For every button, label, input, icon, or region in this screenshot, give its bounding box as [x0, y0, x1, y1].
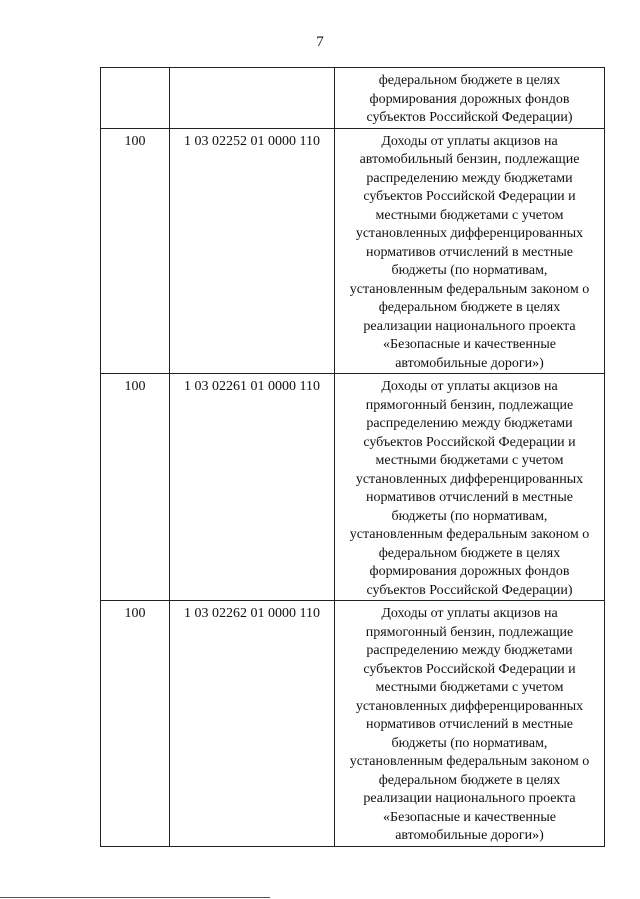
description-line: распределению между бюджетами — [366, 170, 573, 186]
revenue-description-cell — [335, 128, 605, 374]
description-line: Доходы от уплаты акцизов на — [381, 606, 558, 621]
description-line: местными бюджетами с учетом — [375, 207, 564, 223]
description-line: субъектов Российской Федерации и — [363, 189, 576, 204]
footer-divider — [0, 897, 270, 898]
description-line: реализации национального проекта — [363, 318, 576, 334]
description-line: формирования дорожных фондов — [369, 564, 570, 579]
revenue-description-cell — [335, 601, 605, 847]
description-line: установленных дифференцированных — [355, 698, 584, 714]
budget-classification-code-cell — [170, 68, 335, 129]
description-line: реализации национального проекта — [363, 791, 576, 806]
admin-code-cell: 100 — [101, 601, 170, 847]
admin-code-cell: 100 — [101, 374, 170, 601]
description-line: «Безопасные и качественные — [383, 809, 556, 825]
description-line: автомобильные дороги») — [395, 355, 544, 371]
description-line: формирования дорожных фондов — [369, 91, 570, 107]
description-line: установленных дифференцированных — [355, 471, 584, 487]
page-number: 7 — [316, 34, 324, 50]
revenue-description-cell — [335, 374, 605, 601]
description-line: установленным федеральным законом о — [349, 527, 590, 542]
table-row — [101, 68, 605, 129]
budget-classification-code-cell: 1 03 02252 01 0000 110 — [170, 128, 335, 374]
description-line: установленным федеральным законом о — [349, 754, 590, 769]
description-line: установленным федеральным законом о — [349, 281, 590, 297]
description-line: субъектов Российской Федерации) — [366, 110, 573, 125]
description-line: нормативов отчислений в местные — [366, 717, 573, 732]
table-row — [101, 128, 605, 374]
description-line: автомобильные дороги») — [395, 828, 544, 843]
description-line: субъектов Российской Федерации и — [363, 661, 576, 677]
budget-classification-code-cell: 1 03 02261 01 0000 110 — [170, 374, 335, 601]
description-line: установленных дифференцированных — [355, 226, 584, 241]
description-line: Доходы от уплаты акцизов на — [381, 379, 558, 394]
description-line: Доходы от уплаты акцизов на — [381, 133, 558, 149]
description-line: бюджеты (по нормативам, — [391, 735, 548, 751]
description-line: субъектов Российской Федерации) — [366, 582, 573, 598]
admin-code-cell — [101, 68, 170, 129]
description-line: федеральном бюджете в целях — [378, 772, 561, 788]
admin-code-cell: 100 — [101, 128, 170, 374]
table-row — [101, 601, 605, 847]
description-line: бюджеты (по нормативам, — [391, 263, 548, 278]
description-line: «Безопасные и качественные — [383, 337, 556, 352]
description-line: федеральном бюджете в целях — [378, 545, 561, 561]
description-line: местными бюджетами с учетом — [375, 453, 564, 468]
description-line: федеральном бюджете в целях — [378, 73, 561, 88]
description-line: распределению между бюджетами — [366, 416, 573, 431]
description-line: автомобильный бензин, подлежащие — [359, 152, 580, 167]
description-line: федеральном бюджете в целях — [378, 300, 561, 315]
description-line: прямогонный бензин, подлежащие — [365, 397, 574, 413]
description-line: нормативов отчислений в местные — [366, 244, 573, 260]
revenue-table — [100, 67, 605, 847]
description-line: бюджеты (по нормативам, — [391, 508, 548, 524]
description-line: распределению между бюджетами — [366, 643, 573, 658]
description-line: субъектов Российской Федерации и — [363, 434, 576, 450]
revenue-description-cell — [335, 68, 605, 129]
budget-classification-code-cell: 1 03 02262 01 0000 110 — [170, 601, 335, 847]
table-row — [101, 374, 605, 601]
description-line: нормативов отчислений в местные — [366, 490, 573, 505]
description-line: прямогонный бензин, подлежащие — [365, 624, 574, 640]
revenue-table-body — [101, 68, 605, 847]
description-line: местными бюджетами с учетом — [375, 680, 564, 695]
